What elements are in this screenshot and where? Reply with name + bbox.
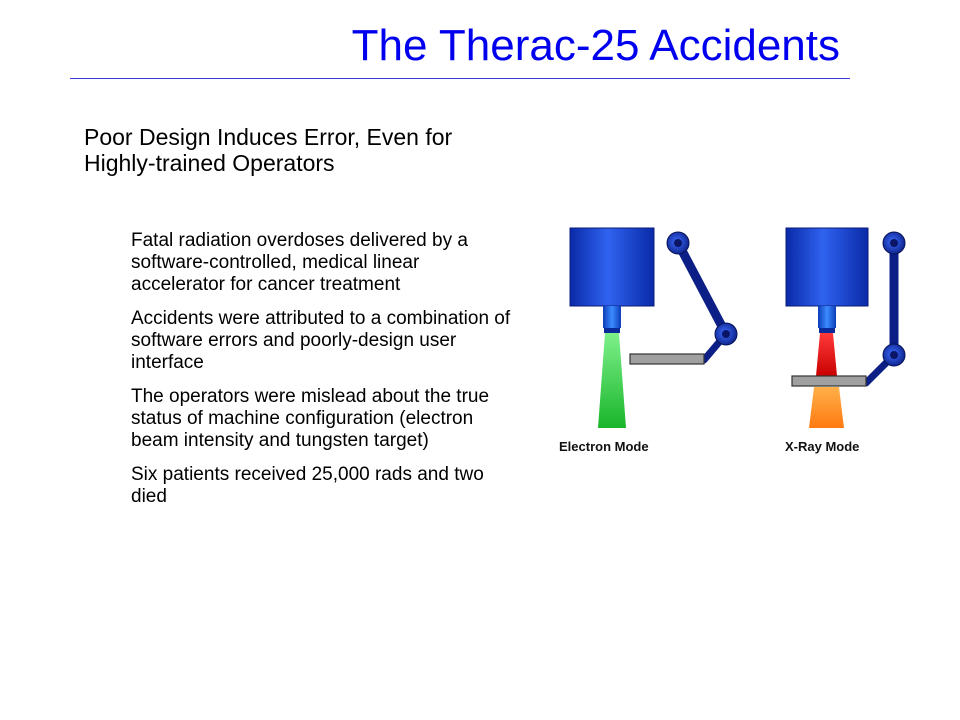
xray-beam-upper: [816, 333, 837, 376]
slide-title: The Therac-25 Accidents: [351, 21, 840, 70]
xray-mode-machine: [786, 228, 905, 428]
electron-mode-caption: Electron Mode: [559, 439, 649, 454]
sub-bullet-1: Fatal radiation overdoses delivered by a software-controlled, medical linear accelerator for cancer treatment: [131, 230, 468, 295]
xray-mode-caption: X-Ray Mode: [785, 439, 860, 454]
electron-mode-machine: [570, 228, 737, 428]
electron-target-plate: [630, 354, 704, 364]
title-divider: [70, 78, 850, 79]
xray-head: [786, 228, 868, 306]
electron-arm: [678, 243, 726, 334]
sub-bullet-4: Six patients received 25,000 rads and two died: [131, 464, 484, 507]
therac-diagram: [548, 215, 908, 445]
main-bullet: Poor Design Induces Error, Even for Highly-trained Operators: [84, 124, 453, 176]
electron-beam: [598, 333, 626, 428]
sub-bullet-2: Accidents were attributed to a combination of software errors and poorly-design user interface: [131, 308, 511, 373]
sub-bullet-list: [131, 230, 511, 520]
xray-nozzle: [818, 306, 836, 328]
xray-target-plate: [792, 376, 866, 386]
electron-nozzle: [603, 306, 621, 328]
xray-beam-lower: [809, 387, 844, 428]
electron-head: [570, 228, 654, 306]
sub-bullet-3: The operators were mislead about the true status of machine configuration (electron beam intensity and tungsten target): [131, 386, 490, 451]
